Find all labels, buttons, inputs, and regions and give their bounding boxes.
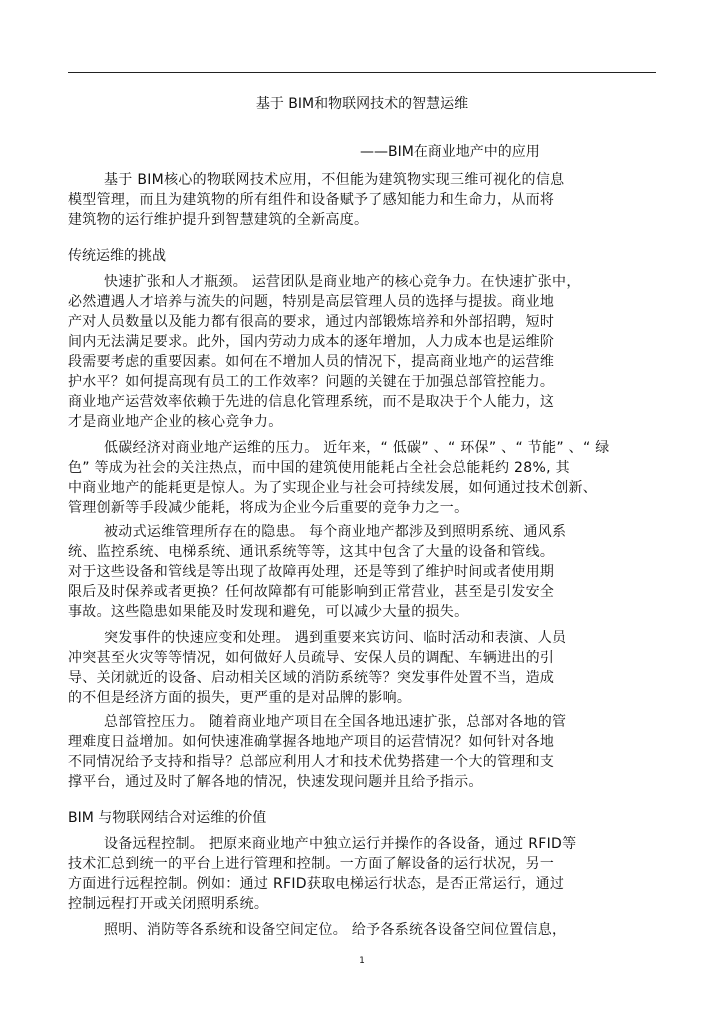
section-heading-value: BIM 与物联网结合对运维的价值 <box>68 810 267 826</box>
paragraph-line: 技术汇总到统一的平台上进行管理和控制。一方面了解设备的运行状况，另一 <box>68 856 555 872</box>
paragraph-line: 的不但是经济方面的损失，更严重的是对品牌的影响。 <box>68 690 412 706</box>
paragraph-line: 设备远程控制。 把原来商业地产中独立运行并操作的各设备，通过 RFID等 <box>104 836 577 852</box>
page-number: 1 <box>359 956 365 966</box>
paragraph-line: 不同情况给予支持和指导？总部应利用人才和技术优势搭建一个大的管理和支 <box>68 754 555 770</box>
intro-line: 基于 BIM核心的物联网技术应用，不但能为建筑物实现三维可视化的信息 <box>104 172 565 188</box>
paragraph-line: 控制远程打开或关闭照明系统。 <box>68 896 269 912</box>
paragraph-line: 产对人员数量以及能力都有很高的要求，通过内部锻炼培养和外部招聘，短时 <box>68 314 555 330</box>
paragraph-line: 低碳经济对商业地产运维的压力。 近年来，“ 低碳” 、“ 环保” 、“ 节能” 、“ 绿 <box>104 440 610 456</box>
paragraph-line: 段需要考虑的重要因素。如何在不增加人员的情况下，提高商业地产的运营维 <box>68 354 555 370</box>
paragraph-line: 事故。这些隐患如果能及时发现和避免，可以减少大量的损失。 <box>68 604 469 620</box>
paragraph-line: 照明、消防等各系统和设备空间定位。 给予各系统各设备空间位置信息， <box>104 922 567 938</box>
paragraph-line: 商业地产运营效率依赖于先进的信息化管理系统，而不是取决于个人能力，这 <box>68 394 555 410</box>
paragraph-line: 限后及时保养或者更换？任何故障都有可能影响到正常营业，甚至是引发安全 <box>68 584 555 600</box>
paragraph-line: 导、关闭就近的设备、启动相关区域的消防系统等？突发事件处置不当，造成 <box>68 670 555 686</box>
paragraph-line: 被动式运维管理所存在的隐患。 每个商业地产都涉及到照明系统、通风系 <box>104 524 567 540</box>
intro-line: 模型管理，而且为建筑物的所有组件和设备赋予了感知能力和生命力，从而将 <box>68 192 555 208</box>
header-rule <box>68 72 656 73</box>
paragraph-line: 中商业地产的能耗更是惊人。为了实现企业与社会可持续发展，如何通过技术创新、 <box>68 480 598 496</box>
paragraph-line: 撑平台，通过及时了解各地的情况，快速发现问题并且给予指示。 <box>68 774 483 790</box>
paragraph-line: 理难度日益增加。如何快速准确掌握各地地产项目的运营情况？如何针对各地 <box>68 734 555 750</box>
doc-title: 基于 BIM和物联网技术的智慧运维 <box>255 96 469 112</box>
paragraph-line: 色” 等成为社会的关注热点，而中国的建筑使用能耗占全社会总能耗约 28%, 其 <box>68 460 570 476</box>
paragraph-line: 统、监控系统、电梯系统、通讯系统等等，这其中包含了大量的设备和管线。 <box>68 544 555 560</box>
paragraph-line: 间内无法满足要求。此外，国内劳动力成本的逐年增加，人力成本也是运维阶 <box>68 334 555 350</box>
paragraph-line: 快速扩张和人才瓶颈。 运营团队是商业地产的核心竞争力。在快速扩张中， <box>104 274 581 290</box>
paragraph-line: 护水平？如何提高现有员工的工作效率？问题的关键在于加强总部管控能力。 <box>68 374 555 390</box>
intro-line: 建筑物的运行维护提升到智慧建筑的全新高度。 <box>68 212 369 228</box>
paragraph-line: 总部管控压力。 随着商业地产项目在全国各地迅速扩张，总部对各地的管 <box>104 714 567 730</box>
paragraph-line: 冲突甚至火灾等等情况，如何做好人员疏导、安保人员的调配、车辆进出的引 <box>68 650 555 666</box>
paragraph-line: 突发事件的快速应变和处理。 遇到重要来宾访问、临时活动和表演、人员 <box>104 630 567 646</box>
paragraph-line: 管理创新等手段减少能耗，将成为企业今后重要的竞争力之一。 <box>68 500 469 516</box>
section-heading-challenges: 传统运维的挑战 <box>68 248 166 264</box>
paragraph-line: 必然遭遇人才培养与流失的问题，特别是高层管理人员的选择与提拔。商业地 <box>68 294 555 310</box>
paragraph-line: 才是商业地产企业的核心竞争力。 <box>68 414 283 430</box>
paragraph-line: 对于这些设备和管线是等出现了故障再处理，还是等到了维护时间或者使用期 <box>68 564 555 580</box>
paragraph-line: 方面进行远程控制。例如：通过 RFID获取电梯运行状态，是否正常运行，通过 <box>68 876 565 892</box>
doc-subtitle: ——BIM在商业地产中的应用 <box>360 144 540 160</box>
